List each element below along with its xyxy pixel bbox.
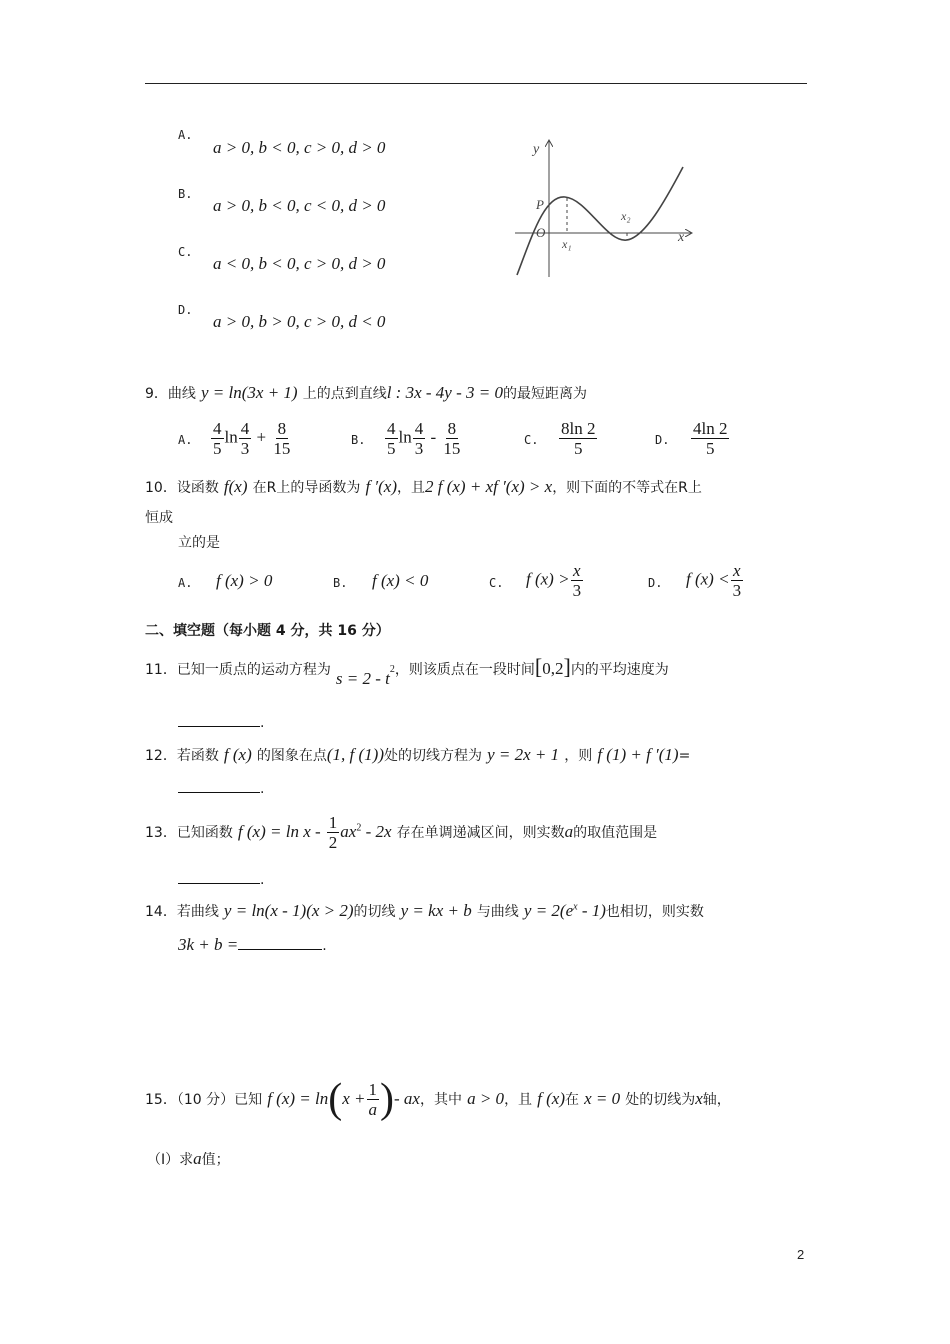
question-9 (145, 383, 587, 403)
period: . (260, 715, 265, 731)
q9-option-b-expr (384, 419, 463, 458)
q12-point: (1, f (1)) (326, 745, 384, 764)
q10-text: 在R上的导函数为 (252, 480, 361, 496)
frac-den: 5 (213, 439, 222, 458)
answer-blank[interactable] (178, 726, 260, 727)
q13-exponent: 2 (356, 822, 362, 834)
q12-text: ，则 (564, 748, 593, 764)
frac-den: 3 (732, 581, 742, 600)
q9-option-c-label: C. (524, 433, 539, 447)
q13-text: 的取值范围是 (573, 825, 658, 841)
question-13 (145, 813, 657, 852)
graph-label-p: P (536, 197, 544, 212)
expr: f (x) < (686, 569, 730, 589)
q8-option-a-label: A. (178, 128, 193, 142)
q15-part-1-text: 值； (201, 1152, 230, 1168)
frac-num: 8ln 2 (561, 419, 596, 438)
q15-text: 轴， (702, 1092, 731, 1108)
q8-option-c-text: a < 0, b < 0, c > 0, d > 0 (213, 254, 386, 273)
q10-text: ，且 (397, 480, 425, 496)
frac-den: a (368, 1099, 378, 1119)
q10-option-d-expr (686, 561, 744, 600)
period: . (260, 781, 265, 797)
frac-num: 4 (240, 419, 250, 438)
q10-option-b-label: B. (333, 576, 348, 590)
q9-text: 的最短距离为 (502, 386, 587, 402)
q8-option-c-label: C. (178, 245, 193, 259)
q13-function: - 2x (361, 822, 392, 841)
q12-text: 的图象在点 (256, 748, 327, 764)
q10-number: 10． (145, 480, 177, 496)
q8-option-d-label: D. (178, 303, 193, 317)
q13-function: f (x) = ln x - (237, 822, 321, 841)
q14-curve-2: - 1) (577, 901, 606, 920)
q8-option-b-text: a > 0, b < 0, c < 0, d > 0 (213, 196, 386, 215)
frac-num: 4 (414, 419, 424, 438)
q15-function: f (x) = ln (267, 1089, 329, 1108)
frac-den: 3 (414, 439, 424, 458)
q14-ask: 3k + b = (178, 935, 239, 954)
q13-text: 已知函数 (176, 825, 233, 841)
q10-option-a-expr: f (x) > 0 (216, 571, 273, 590)
q9-line: l : 3x - 4y - 3 = 0 (386, 383, 503, 402)
frac-num: 1 (328, 813, 338, 832)
frac-num: 4 (213, 419, 222, 438)
answer-blank[interactable] (178, 792, 260, 793)
q13-answer-line (178, 869, 264, 888)
q12-number: 12． (145, 748, 177, 764)
q10-option-c-expr (526, 561, 584, 600)
q15-text: ，其中 (419, 1092, 462, 1108)
q9-option-c-expr (558, 419, 598, 458)
frac-num: 8 (277, 419, 287, 438)
q12-answer-line (178, 778, 264, 797)
graph-label-x1: x₁ (562, 237, 572, 251)
q14-answer-line (178, 935, 327, 955)
q9-option-a-label: A. (178, 433, 193, 447)
q13-text: 存在单调递减区间，则实数 (396, 825, 565, 841)
section-2-heading: 二、填空题（每小题 4 分，共 16 分） (145, 623, 390, 639)
period: . (260, 872, 265, 888)
q11-equation: s = 2 - t (335, 669, 390, 688)
frac-den: 5 (573, 439, 583, 458)
q15-text: ，且 (504, 1092, 533, 1108)
q12-equals: = (678, 748, 691, 764)
frac-den: 5 (705, 439, 715, 458)
frac-num: 4ln 2 (693, 419, 728, 438)
q14-text: 与曲线 (476, 904, 519, 920)
q15-text: 处的切线为 (625, 1092, 696, 1108)
q15-inner: x + (342, 1089, 366, 1108)
question-14 (145, 901, 704, 921)
q14-exponent: x (573, 901, 578, 913)
frac-den: 5 (387, 439, 396, 458)
header-rule (145, 83, 807, 84)
q14-text: 的切线 (353, 904, 396, 920)
q9-number: 9． (145, 386, 168, 402)
q10-option-b-expr: f (x) < 0 (372, 571, 429, 590)
frac-num: x (733, 561, 741, 580)
ln: ln (398, 427, 412, 447)
q14-number: 14． (145, 904, 177, 920)
q9-option-b-label: B. (351, 433, 366, 447)
q15-x0: x = 0 (584, 1089, 621, 1108)
q9-text: 曲线 (167, 386, 196, 402)
op: + (256, 427, 267, 447)
q9-curve: y = ln(3x + 1) (201, 383, 298, 402)
graph-label-x: x (678, 230, 685, 245)
q12-tangent: y = 2x + 1 (487, 745, 560, 764)
answer-blank[interactable] (178, 883, 260, 884)
frac-num: x (573, 561, 581, 580)
q10-fx: f(x) (223, 477, 248, 496)
q15-text: （10 分）已知 (176, 1092, 263, 1108)
q10-text: 设函数 (176, 480, 219, 496)
q8-option-d-text: a > 0, b > 0, c > 0, d < 0 (213, 312, 386, 331)
q10-fpx: f ′(x) (365, 477, 397, 496)
q15-part-1-text: （I）求 (147, 1152, 194, 1168)
q14-text: 若曲线 (176, 904, 219, 920)
q10-option-d-label: D. (648, 576, 663, 590)
frac-den: 3 (240, 439, 250, 458)
q10-text: ，则下面的不等式在R上 (552, 480, 702, 496)
q12-fx: f (x) (223, 745, 252, 764)
q10-line3: 立的是 (178, 535, 220, 551)
q14-text: 也相切，则实数 (605, 904, 704, 920)
question-11: 11．已知一质点的运动方程为 $s = 2 - t^2$，则该质点在一段时间[0,2]内的平均速度为 (145, 654, 669, 688)
expr: f (x) > (526, 569, 570, 589)
question-10 (145, 477, 702, 497)
frac-den: 15 (443, 439, 461, 458)
q12-expression: f (1) + f ′(1) (597, 745, 679, 764)
frac-den: 15 (273, 439, 291, 458)
q15-part-1-a: a (193, 1149, 202, 1168)
q10-inequality: 2 f (x) + xf ′(x) > x (425, 477, 553, 496)
q12-text: 若函数 (176, 748, 219, 764)
q15-fx: f (x) (537, 1089, 565, 1108)
q15-text: 在 (565, 1092, 579, 1108)
q9-text: 上的点到直线 (302, 386, 387, 402)
q11-text: 内的平均速度为 (570, 662, 669, 678)
q9-option-d-label: D. (655, 433, 670, 447)
ln: ln (224, 427, 238, 447)
q11-exponent: 2 (389, 663, 395, 675)
page-number: 2 (797, 1247, 805, 1262)
q10-option-a-label: A. (178, 576, 193, 590)
period: . (322, 938, 327, 954)
q14-curve-1: y = ln(x - 1)(x > 2) (223, 901, 354, 920)
q13-number: 13． (145, 825, 177, 841)
q8-option-a-text: a > 0, b < 0, c > 0, d > 0 (213, 138, 386, 157)
q14-tangent-line: y = kx + b (400, 901, 472, 920)
question-15: 15．（10 分）已知 f (x) = ln(x + $\frac{1}{a}$ )- ax，其中 a > 0，且 f (x)在 x = 0 处的切线为x轴， (145, 1076, 731, 1122)
q15-x-axis: x (695, 1089, 703, 1108)
q9-option-d-expr (690, 419, 730, 458)
frac-den: 2 (328, 833, 338, 852)
q15-function: - ax (394, 1089, 420, 1108)
q11-text: ，则该质点在一段时间 (394, 662, 535, 678)
frac-num: 8 (447, 419, 457, 438)
frac-num: 4 (387, 419, 396, 438)
q13-function: ax (340, 822, 357, 841)
graph-label-x2: x₂ (621, 209, 631, 223)
frac-den: 3 (572, 581, 582, 600)
q11-text: 已知一质点的运动方程为 (176, 662, 331, 678)
op: - (430, 427, 437, 447)
q15-condition: a > 0 (467, 1089, 505, 1108)
graph-label-y: y (533, 142, 540, 157)
answer-blank[interactable] (238, 949, 322, 950)
q15-part-1 (147, 1149, 230, 1169)
q10-option-c-label: C. (489, 576, 504, 590)
q14-curve-2: y = 2(e (523, 901, 574, 920)
question-12 (145, 745, 690, 765)
q8-cubic-graph (505, 133, 705, 281)
q9-option-a-expr (210, 419, 293, 458)
q10-line2: 恒成 (145, 510, 173, 526)
frac-num: 1 (368, 1079, 378, 1099)
q11-answer-line (178, 712, 264, 731)
graph-label-o: O (536, 225, 546, 240)
q8-option-b-label: B. (178, 187, 193, 201)
q15-number: 15． (145, 1092, 177, 1108)
q13-a: a (564, 822, 574, 841)
q12-text: 处的切线方程为 (383, 748, 482, 764)
q11-interval: 0,2 (542, 659, 564, 678)
cubic-curve (517, 167, 683, 275)
q11-number: 11． (145, 662, 177, 678)
